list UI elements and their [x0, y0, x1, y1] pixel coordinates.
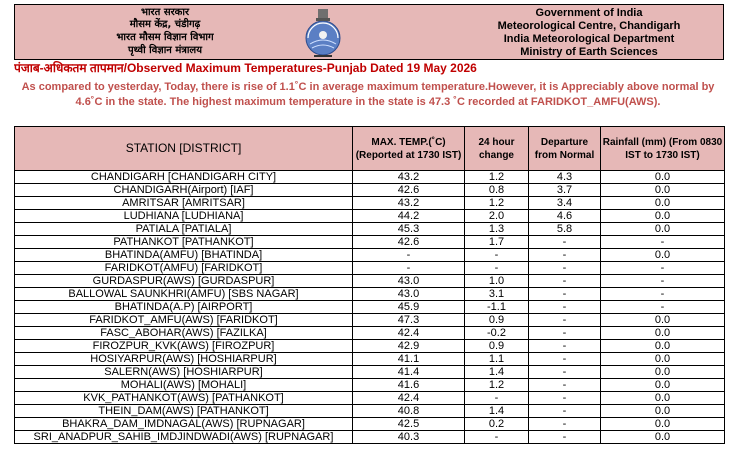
change-cell: 0.2	[465, 418, 529, 431]
max-temp-cell: 43.0	[353, 288, 465, 301]
departure-cell: -	[529, 262, 601, 275]
rainfall-cell: 0.0	[601, 197, 725, 210]
station-cell: PATIALA [PATIALA]	[15, 223, 353, 236]
table-row	[15, 184, 725, 197]
max-temp-cell: 42.4	[353, 327, 465, 340]
station-cell: KVK_PATHANKOT(AWS) [PATHANKOT]	[15, 392, 353, 405]
change-cell: -	[465, 262, 529, 275]
rainfall-cell: 0.0	[601, 353, 725, 366]
change-cell: -	[465, 249, 529, 262]
table-row	[15, 288, 725, 301]
rainfall-cell: 0.0	[601, 405, 725, 418]
table-row	[15, 171, 725, 184]
table-row	[15, 197, 725, 210]
change-cell: 1.2	[465, 197, 529, 210]
departure-cell: -	[529, 340, 601, 353]
rainfall-cell: -	[601, 288, 725, 301]
change-cell: -	[465, 431, 529, 444]
max-temp-cell: 42.6	[353, 184, 465, 197]
header-24h-change: 24 hour change	[465, 127, 529, 171]
rainfall-cell: 0.0	[601, 184, 725, 197]
rainfall-cell: 0.0	[601, 379, 725, 392]
hindi-line-4: पृथ्वी विज्ञान मंत्रालय	[127, 45, 203, 56]
rainfall-cell: 0.0	[601, 223, 725, 236]
rainfall-cell: -	[601, 301, 725, 314]
change-cell: 1.7	[465, 236, 529, 249]
station-cell: CHANDIGARH [CHANDIGARH CITY]	[15, 171, 353, 184]
rainfall-cell: 0.0	[601, 366, 725, 379]
station-cell: FIROZPUR_KVK(AWS) [FIROZPUR]	[15, 340, 353, 353]
change-cell: 1.2	[465, 379, 529, 392]
station-cell: SRI_ANADPUR_SAHIB_IMDJINDWADI(AWS) [RUPNAGAR]	[15, 431, 353, 444]
change-cell: 1.2	[465, 171, 529, 184]
table-row	[15, 301, 725, 314]
departure-cell: -	[529, 275, 601, 288]
rainfall-cell: 0.0	[601, 171, 725, 184]
english-line-1: Government of India	[535, 7, 643, 19]
change-cell: 3.1	[465, 288, 529, 301]
hindi-line-2: मौसम केंद्र, चंडीगढ़	[129, 19, 201, 30]
change-cell: 0.8	[465, 184, 529, 197]
report-title: पंजाब-अधिकतम तापमान/Observed Maximum Temperatures-Punjab Dated 19 May 2026	[14, 61, 477, 75]
departure-cell: 5.8	[529, 223, 601, 236]
hindi-line-1: भारत सरकार	[140, 7, 190, 18]
header-departure: Departure from Normal	[529, 127, 601, 171]
departure-cell: 3.7	[529, 184, 601, 197]
temperature-table	[14, 126, 725, 444]
english-line-4: Ministry of Earth Sciences	[520, 46, 658, 58]
table-row	[15, 223, 725, 236]
table-row	[15, 262, 725, 275]
table-row	[15, 379, 725, 392]
station-cell: BALLOWAL SAUNKHRI(AMFU) [SBS NAGAR]	[15, 288, 353, 301]
rainfall-cell: 0.0	[601, 210, 725, 223]
change-cell: 1.0	[465, 275, 529, 288]
station-cell: BHATINDA(A.P) [AIRPORT]	[15, 301, 353, 314]
max-temp-cell: 41.6	[353, 379, 465, 392]
change-cell: 1.4	[465, 405, 529, 418]
change-cell: 1.4	[465, 366, 529, 379]
max-temp-cell: 43.2	[353, 171, 465, 184]
imd-emblem-icon	[299, 8, 347, 58]
table-row	[15, 210, 725, 223]
english-line-2: Meteorological Centre, Chandigarh	[497, 20, 681, 32]
table-row	[15, 327, 725, 340]
english-line-3: India Meteorological Department	[503, 33, 675, 45]
table-row	[15, 314, 725, 327]
station-cell: THEIN_DAM(AWS) [PATHANKOT]	[15, 405, 353, 418]
table-row	[15, 249, 725, 262]
max-temp-cell: 41.4	[353, 366, 465, 379]
max-temp-cell: 42.6	[353, 236, 465, 249]
table-row	[15, 353, 725, 366]
max-temp-cell: 42.9	[353, 340, 465, 353]
rainfall-cell: 0.0	[601, 327, 725, 340]
departure-cell: 4.6	[529, 210, 601, 223]
station-cell: HOSIYARPUR(AWS) [HOSHIARPUR]	[15, 353, 353, 366]
table-row	[15, 431, 725, 444]
station-cell: FASC_ABOHAR(AWS) [FAZILKA]	[15, 327, 353, 340]
max-temp-cell: 43.0	[353, 275, 465, 288]
header-max-temp: MAX. TEMP.(˚C) (Reported at 1730 IST)	[353, 127, 465, 171]
station-cell: LUDHIANA [LUDHIANA]	[15, 210, 353, 223]
table-row	[15, 418, 725, 431]
rainfall-cell: 0.0	[601, 418, 725, 431]
rainfall-cell: 0.0	[601, 340, 725, 353]
max-temp-cell: 41.1	[353, 353, 465, 366]
header-station: STATION [DISTRICT]	[15, 127, 353, 171]
change-cell: 0.9	[465, 314, 529, 327]
departure-cell: -	[529, 301, 601, 314]
departure-cell: -	[529, 405, 601, 418]
station-cell: BHAKRA_DAM_IMDNAGAL(AWS) [RUPNAGAR]	[15, 418, 353, 431]
max-temp-cell: 45.9	[353, 301, 465, 314]
hindi-line-3: भारत मौसम विज्ञान विभाग	[116, 32, 214, 43]
max-temp-cell: 43.2	[353, 197, 465, 210]
max-temp-cell: -	[353, 249, 465, 262]
change-cell: 0.9	[465, 340, 529, 353]
max-temp-cell: -	[353, 262, 465, 275]
table-row	[15, 366, 725, 379]
departure-cell: -	[529, 249, 601, 262]
rainfall-cell: -	[601, 262, 725, 275]
departure-cell: -	[529, 418, 601, 431]
departure-cell: -	[529, 366, 601, 379]
station-cell: CHANDIGARH(Airport) [IAF]	[15, 184, 353, 197]
header-rainfall: Rainfall (mm) (From 0830 IST to 1730 IST)	[601, 127, 725, 171]
table-row	[15, 236, 725, 249]
table-row	[15, 405, 725, 418]
max-temp-cell: 42.4	[353, 392, 465, 405]
max-temp-cell: 44.2	[353, 210, 465, 223]
departure-cell: -	[529, 353, 601, 366]
station-cell: SALERN(AWS) [HOSHIARPUR]	[15, 366, 353, 379]
station-cell: GURDASPUR(AWS) [GURDASPUR]	[15, 275, 353, 288]
table-row	[15, 275, 725, 288]
table-row	[15, 340, 725, 353]
departure-cell: -	[529, 392, 601, 405]
max-temp-cell: 40.8	[353, 405, 465, 418]
station-cell: AMRITSAR [AMRITSAR]	[15, 197, 353, 210]
departure-cell: 3.4	[529, 197, 601, 210]
rainfall-cell: 0.0	[601, 249, 725, 262]
station-cell: PATHANKOT [PATHANKOT]	[15, 236, 353, 249]
max-temp-cell-highest: 47.3	[353, 314, 465, 327]
departure-cell: -	[529, 314, 601, 327]
table-body	[15, 171, 725, 444]
station-cell: FARIDKOT(AMFU) [FARIDKOT]	[15, 262, 353, 275]
rainfall-cell: 0.0	[601, 314, 725, 327]
change-cell: -0.2	[465, 327, 529, 340]
change-cell: -	[465, 392, 529, 405]
station-cell: MOHALI(AWS) [MOHALI]	[15, 379, 353, 392]
max-temp-cell: 40.3	[353, 431, 465, 444]
max-temp-cell: 42.5	[353, 418, 465, 431]
change-cell: 2.0	[465, 210, 529, 223]
rainfall-cell: 0.0	[601, 431, 725, 444]
report-header	[14, 4, 724, 60]
change-cell: -1.1	[465, 301, 529, 314]
departure-cell: -	[529, 327, 601, 340]
departure-cell: -	[529, 379, 601, 392]
departure-cell: -	[529, 236, 601, 249]
max-temp-cell: 45.3	[353, 223, 465, 236]
rainfall-cell: -	[601, 236, 725, 249]
departure-cell: -	[529, 431, 601, 444]
rainfall-cell: -	[601, 275, 725, 288]
change-cell: 1.3	[465, 223, 529, 236]
table-row	[15, 392, 725, 405]
rainfall-cell: 0.0	[601, 392, 725, 405]
station-cell: BHATINDA(AMFU) [BHATINDA]	[15, 249, 353, 262]
change-cell: 1.1	[465, 353, 529, 366]
station-cell: FARIDKOT_AMFU(AWS) [FARIDKOT]	[15, 314, 353, 327]
summary-text: As compared to yesterday, Today, there is rise of 1.1˚C in average maximum temperature.However, it is Appreciably above normal by 4.6˚C in the state. The highest maximum temperature in the state is 47.3 ˚C recorded at FARIDKOT_AMFU(AWS).	[21, 81, 715, 108]
departure-cell: 4.3	[529, 171, 601, 184]
departure-cell: -	[529, 288, 601, 301]
